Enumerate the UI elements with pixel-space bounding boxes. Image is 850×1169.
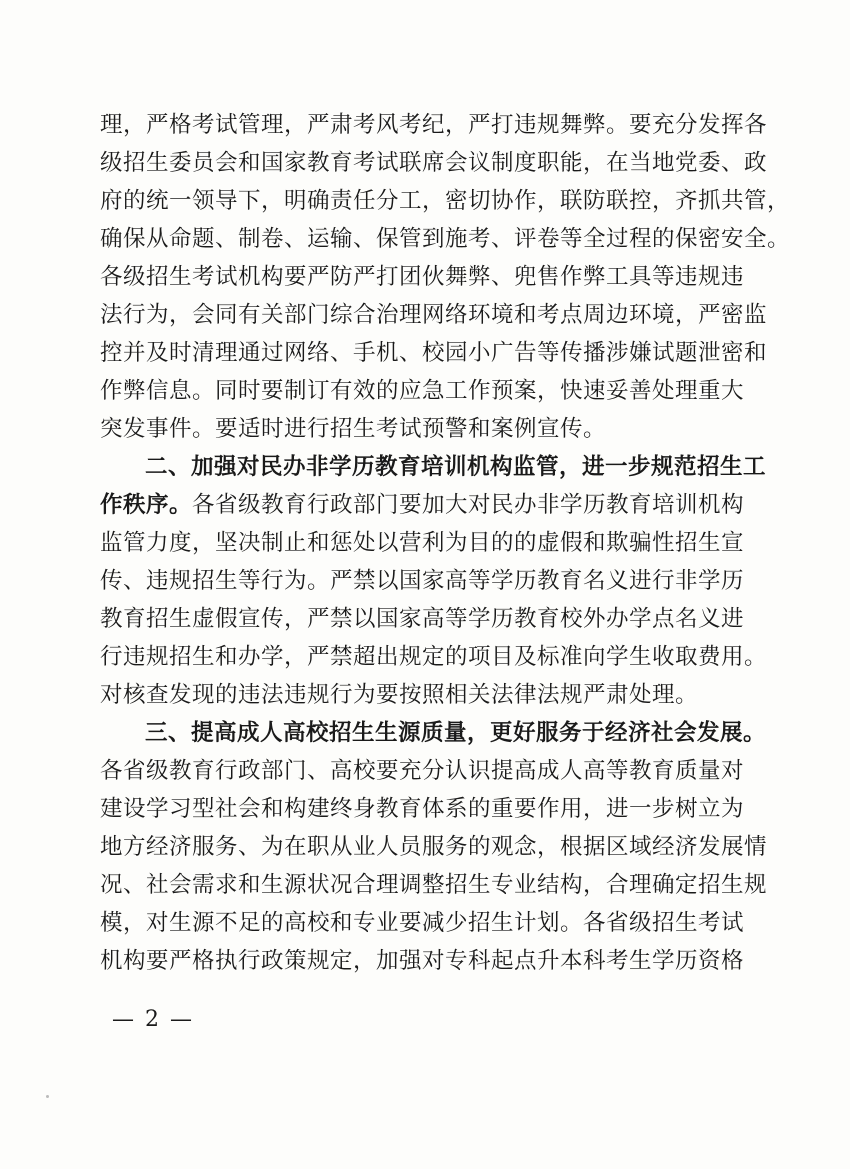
text-line: 行违规招生和办学，严禁超出规定的项目及标准向学生收取费用。 bbox=[100, 644, 768, 670]
text-line: 控并及时清理通过网络、手机、校园小广告等传播涉嫌试题泄密和 bbox=[100, 340, 768, 366]
text-line: 况、社会需求和生源状况合理调整招生专业结构，合理确定招生规 bbox=[100, 872, 768, 898]
text-line: 理，严格考试管理，严肃考风考纪，严打违规舞弊。要充分发挥各 bbox=[100, 112, 768, 138]
text-line bbox=[100, 486, 745, 524]
document-body bbox=[100, 106, 791, 980]
text-line: 传、违规招生等行为。严禁以国家高等学历教育名义进行非学历 bbox=[100, 568, 745, 594]
text-line: 建设学习型社会和构建终身教育体系的重要作用，进一步树立为 bbox=[100, 796, 745, 822]
text-line: 监管力度，坚决制止和惩处以营利为目的的虚假和欺骗性招生宣 bbox=[100, 530, 745, 556]
text-line: 模，对生源不足的高校和专业要减少招生计划。各省级招生考试 bbox=[100, 910, 745, 936]
text-line: 教育招生虚假宣传，严禁以国家高等学历教育校外办学点名义进 bbox=[100, 606, 745, 632]
section-heading: 二、加强对民办非学历教育培训机构监管，进一步规范招生工 bbox=[145, 454, 767, 480]
text-line: 机构要严格执行政策规定，加强对专科起点升本科考生学历资格 bbox=[100, 948, 745, 974]
text-line: 府的统一领导下，明确责任分工，密切协作，联防联控，齐抓共管， bbox=[100, 188, 791, 214]
text-line: 地方经济服务、为在职从业人员服务的观念，根据区域经济发展情 bbox=[100, 834, 768, 860]
page-number: — 2 — bbox=[112, 1007, 194, 1032]
scan-speck bbox=[46, 1095, 49, 1098]
section-heading: 三、提高成人高校招生生源质量，更好服务于经济社会发展。 bbox=[145, 720, 767, 746]
text-line: 各级招生考试机构要严防严打团伙舞弊、兜售作弊工具等违规违 bbox=[100, 264, 745, 290]
text-line: 对核查发现的违法违规行为要按照相关法律法规严肃处理。 bbox=[100, 682, 699, 708]
text-line: 突发事件。要适时进行招生考试预警和案例宣传。 bbox=[100, 416, 607, 442]
text-span: 各省级教育行政部门要加大对民办非学历教育培训机构 bbox=[192, 492, 745, 518]
paragraph-1 bbox=[100, 106, 791, 448]
text-line: 各省级教育行政部门、高校要充分认识提高成人高等教育质量对 bbox=[100, 758, 745, 784]
text-line: 法行为，会同有关部门综合治理网络环境和考点周边环境，严密监 bbox=[100, 302, 768, 328]
text-line: 级招生委员会和国家教育考试联席会议制度职能，在当地党委、政 bbox=[100, 150, 768, 176]
paragraph-3 bbox=[100, 714, 768, 980]
section-heading-continuation: 作秩序。 bbox=[100, 492, 193, 518]
paragraph-2 bbox=[100, 448, 768, 714]
text-line: 确保从命题、制卷、运输、保管到施考、评卷等全过程的保密安全。 bbox=[100, 226, 791, 252]
text-line: 作弊信息。同时要制订有效的应急工作预案，快速妥善处理重大 bbox=[100, 378, 745, 404]
